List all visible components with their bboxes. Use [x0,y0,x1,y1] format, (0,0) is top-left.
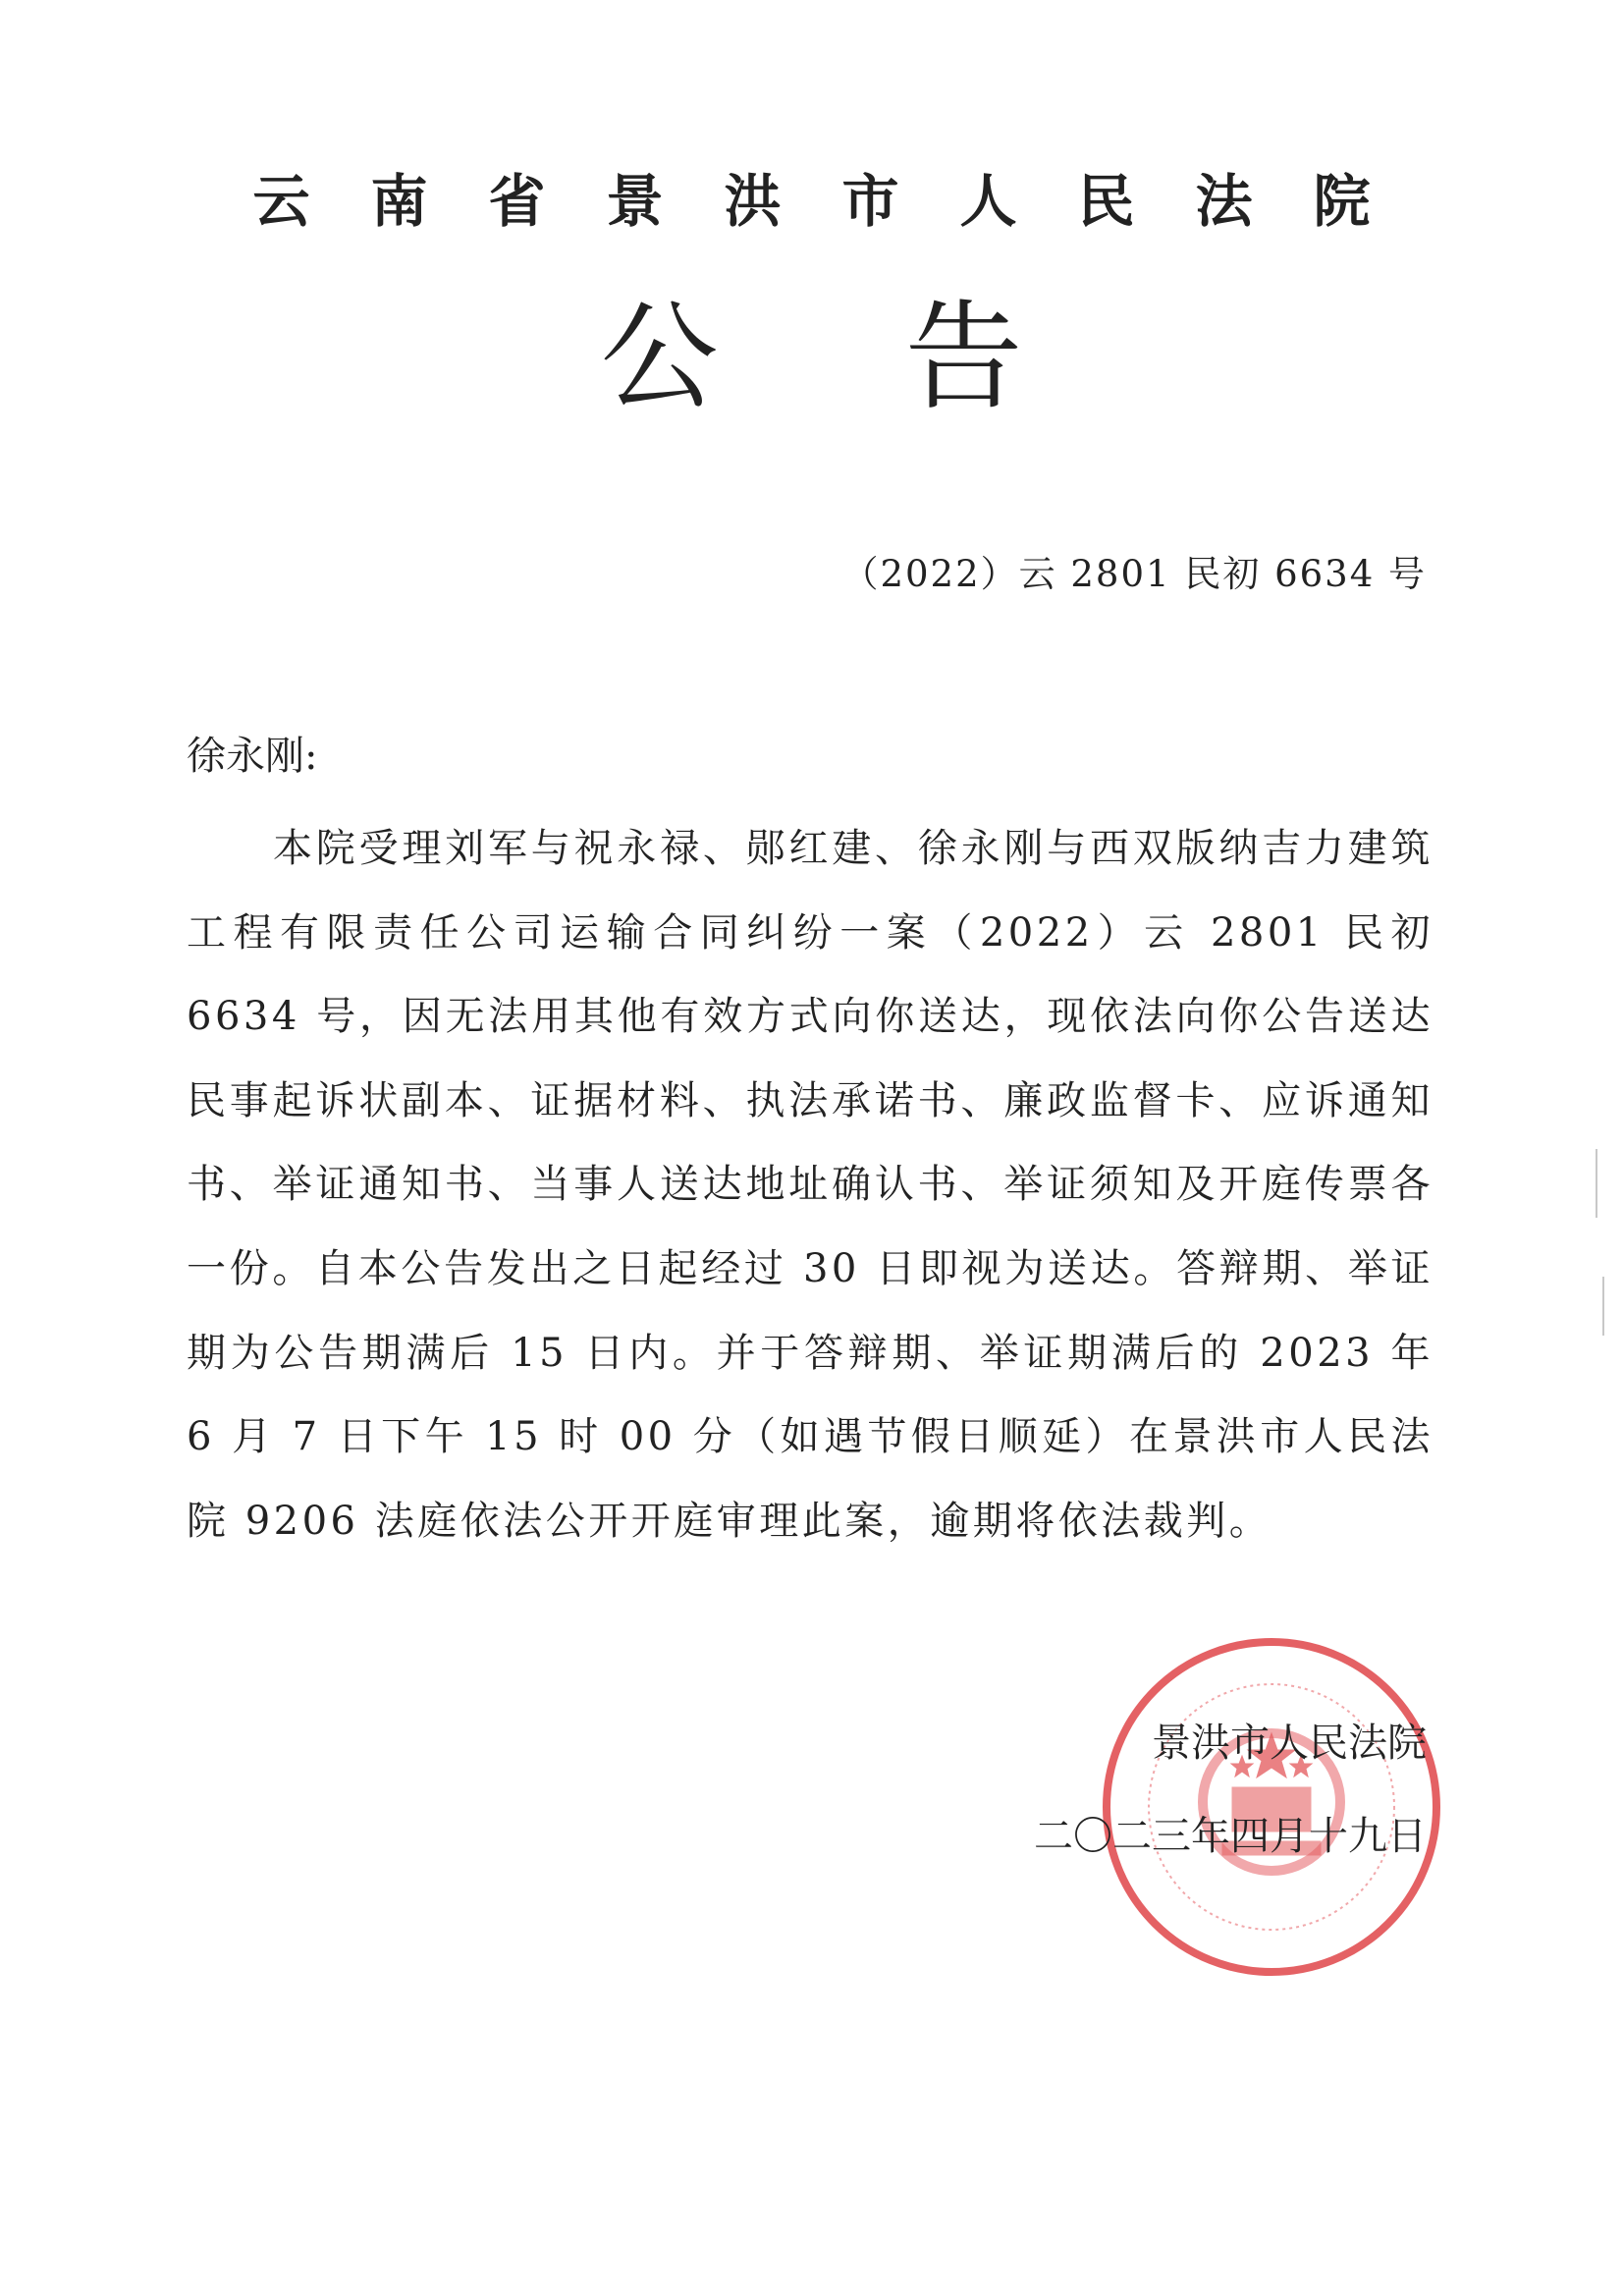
recipient-name: 徐永刚: [187,734,318,779]
case-number: （2022）云 2801 民初 6634 号 [841,553,1427,595]
court-name-heading: 云南省景洪市人民法院 [252,168,1432,235]
issue-date: 二〇二三年四月十九日 [1034,1814,1427,1859]
issuing-court: 景洪市人民法院 [1152,1721,1427,1766]
scan-mark [1602,1277,1604,1336]
announcement-body: 本院受理刘军与祝永禄、郧红建、徐永刚与西双版纳吉力建筑工程有限责任公司运输合同纠纷一案（2022）云 2801 民初 6634 号，因无法用其他有效方式向你送达，现依法向你公告送达民事起诉状副本、证据材料、执法承诺书、廉政监督卡、应诉通知书、举证通知书、当事人送达地址确认书、举证须知及开庭传票各一份。自本公告发出之日起经过 30 日即视为送达。答辩期、举证期为公告期满后 15 日内。并于答辩期、举证期满后的 2023 年 6 月 7 日下午 15 时 00 分（如遇节假日顺延）在景洪市人民法院 9206 法庭依法公开开庭审理此案，逾期将依法裁判。 [187,826,1434,1544]
document-title: 公告 [600,290,1210,426]
scan-mark [1596,1149,1597,1218]
